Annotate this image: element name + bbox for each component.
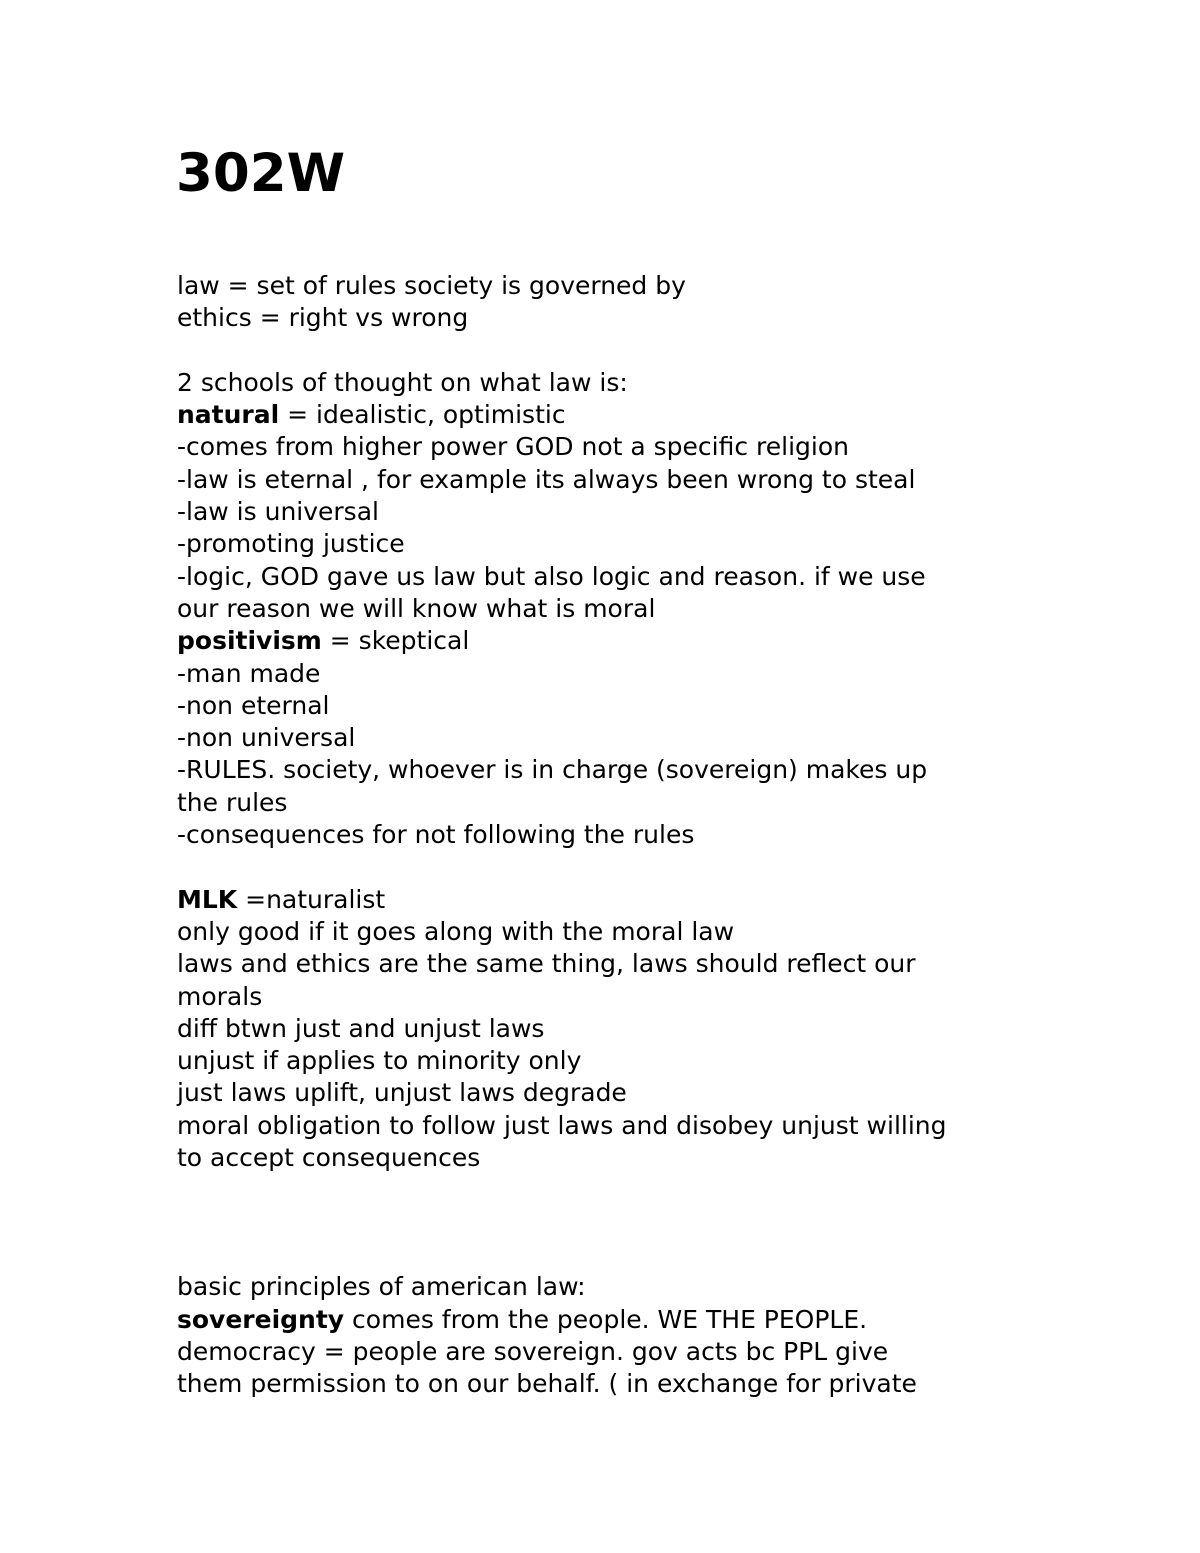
spacer xyxy=(177,851,1037,883)
mlk-point: moral obligation to follow just laws and disobey unjust willing xyxy=(177,1110,947,1140)
mlk-point: diff btwn just and unjust laws xyxy=(177,1013,545,1043)
law-definition: law = set of rules society is governed by xyxy=(177,271,686,300)
ethics-definition: ethics = right vs wrong xyxy=(177,303,469,333)
schools-intro: 2 schools of thought on what law is: xyxy=(177,367,628,397)
sovereignty-heading xyxy=(177,1304,1037,1336)
document-body xyxy=(177,270,1037,1400)
mlk-heading xyxy=(177,884,1037,916)
positivism-point: -non eternal xyxy=(177,690,330,720)
natural-def: = idealistic, optimistic xyxy=(279,400,566,430)
positivism-def: = skeptical xyxy=(321,626,470,656)
positivism-point: -consequences for not following the rules xyxy=(177,820,695,850)
spacer xyxy=(177,335,1037,367)
mlk-point: only good if it goes along with the moral law xyxy=(177,916,735,946)
positivism-point: -man made xyxy=(177,658,321,688)
positivism-term: positivism xyxy=(177,626,322,656)
natural-point: our reason we will know what is moral xyxy=(177,593,656,623)
sovereignty-def: comes from the people. WE THE PEOPLE. xyxy=(344,1304,868,1334)
mlk-point: laws and ethics are the same thing, laws should reflect our xyxy=(177,949,916,979)
american-law-point: democracy = people are sovereign. gov acts bc PPL give xyxy=(177,1336,889,1366)
mlk-point: unjust if applies to minority only xyxy=(177,1046,582,1076)
positivism-point: the rules xyxy=(177,787,288,817)
natural-point: -promoting justice xyxy=(177,529,405,559)
mlk-def: =naturalist xyxy=(237,884,386,914)
mlk-term: MLK xyxy=(177,884,238,914)
natural-point: -law is eternal , for example its always been wrong to steal xyxy=(177,464,916,494)
natural-point: -comes from higher power GOD not a specific religion xyxy=(177,432,849,462)
document-title: 302W xyxy=(176,143,346,204)
positivism-heading xyxy=(177,625,1037,657)
spacer xyxy=(177,1174,1037,1271)
natural-heading xyxy=(177,399,1037,431)
natural-point: -logic, GOD gave us law but also logic and reason. if we use xyxy=(177,561,926,591)
mlk-point: morals xyxy=(177,981,263,1011)
mlk-point: just laws uplift, unjust laws degrade xyxy=(177,1078,627,1108)
positivism-point: -non universal xyxy=(177,723,356,753)
american-law-intro: basic principles of american law: xyxy=(177,1272,586,1302)
american-law-point: them permission to on our behalf. ( in exchange for private xyxy=(177,1369,917,1399)
natural-term: natural xyxy=(177,400,280,430)
natural-point: -law is universal xyxy=(177,497,379,527)
mlk-point: to accept consequences xyxy=(177,1143,481,1173)
positivism-point: -RULES. society, whoever is in charge (sovereign) makes up xyxy=(177,755,928,785)
sovereignty-term: sovereignty xyxy=(177,1304,345,1334)
